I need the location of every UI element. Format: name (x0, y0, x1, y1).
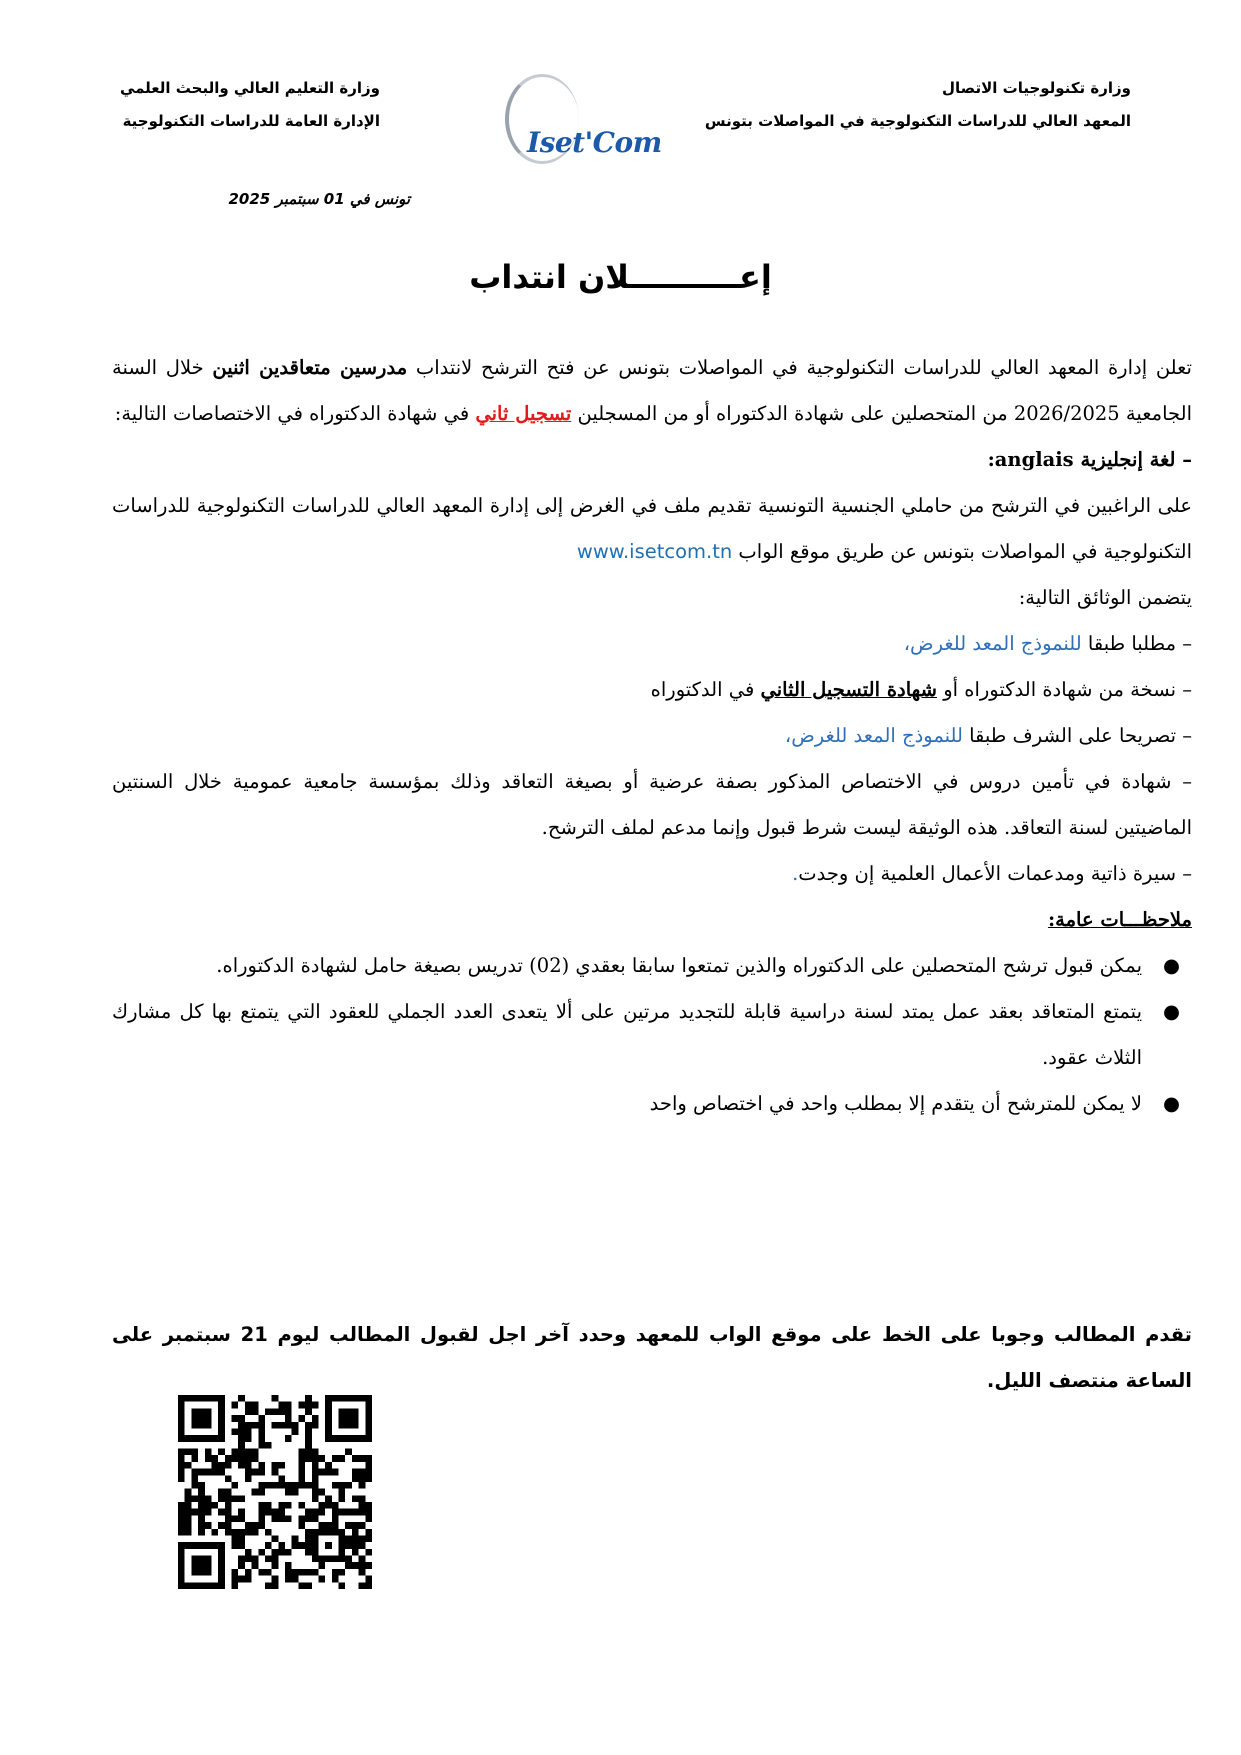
deadline-notice: تقدم المطالب وجوبا على الخط على موقع الواب للمعهد وحدد آخر اجل لقبول المطالب ليوم 21 سبتمبر على الساعة منتصف الليل. (112, 1323, 1192, 1392)
intro-paragraph (112, 345, 1192, 437)
logo-text: Iset'Com (527, 126, 662, 159)
document-item-cv (112, 851, 1192, 897)
document-date: تونس في 01 سبتمبر 2025 (228, 190, 410, 208)
notes-title: ملاحظـــات عامة: (1047, 908, 1192, 931)
document-item-request (112, 621, 1192, 667)
note-text-2: يتمتع المتعاقد بعقد عمل يمتد لسنة دراسية قابلة للتجديد مرتين على ألا يتعدى العدد الجملي للعقود التي يتمتع بها كل مشارك الثلاث عقود. (112, 1000, 1142, 1069)
bullet-icon: ● (1162, 954, 1180, 977)
intro-second-registration: تسجيل ثاني (475, 402, 572, 425)
doc2-registration-certificate: شهادة التسجيل الثاني (760, 678, 937, 701)
document-item-declaration (112, 713, 1192, 759)
note-text-3: لا يمكن للمترشح أن يتقدم إلا بمطلب واحد في اختصاص واحد (649, 1092, 1142, 1115)
intro-text-1: تعلن إدارة المعهد العالي للدراسات التكنولوجية في المواصلات بتونس عن فتح الترشح لانتداب (407, 356, 1192, 379)
header-ministry-right (701, 72, 1131, 138)
doc3-text: – تصريحا على الشرف طبقا (962, 724, 1192, 747)
document-item-certificate (112, 667, 1192, 713)
document-item-teaching-certificate: – شهادة في تأمين دروس في الاختصاص المذكور بصفة عرضية أو بصيغة التعاقد وذلك بمؤسسة جامعية عمومية خلال السنتين الماضيتين لسنة التعاقد. هذه الوثيقة ليست شرط قبول وإنما مدعم لملف الترشح. (112, 770, 1192, 839)
header-ministry-left (80, 72, 380, 138)
specialty-english: – لغة إنجليزية anglais: (987, 448, 1192, 471)
note-text-1: يمكن قبول ترشح المتحصلين على الدكتوراه والذين تمتعوا سابقا بعقدي (02) تدريس بصيغة حامل لشهادة الدكتوراه. (216, 954, 1142, 977)
intro-positions: مدرسين متعاقدين اثنين (212, 356, 408, 379)
application-text: على الراغبين في الترشح من حاملي الجنسية التونسية تقديم ملف في الغرض إلى إدارة المعهد العالي للدراسات التكنولوجية للدراسات التكنولوجية في المواصلات بتونس عن طريق موقع الواب (112, 494, 1192, 563)
bullet-icon: ● (1162, 1092, 1180, 1115)
document-title: إعــــــــــلان انتداب (469, 258, 772, 296)
isetcom-logo (495, 70, 665, 160)
intro-text-2: خلال السنة الجامعية 2026/2025 من المتحصلين على شهادة الدكتوراه أو من المسجلين (112, 356, 1192, 425)
note-item (112, 943, 1192, 989)
doc5-dot: . (792, 862, 799, 885)
doc5-text: – سيرة ذاتية ومدعمات الأعمال العلمية إن وجدت (798, 862, 1192, 885)
bullet-icon: ● (1162, 1000, 1180, 1023)
note-item (112, 1081, 1192, 1127)
doc2-text: – نسخة من شهادة الدكتوراه أو (937, 678, 1192, 701)
doc1-template-link[interactable]: للنموذج المعد للغرض، (903, 632, 1082, 655)
documents-intro: يتضمن الوثائق التالية: (1018, 586, 1192, 609)
intro-text-3: في شهادة الدكتوراه في الاختصاصات التالية: (114, 402, 476, 425)
header-left-line2: الإدارة العامة للدراسات التكنولوجية (122, 112, 380, 130)
header-left-line1: وزارة التعليم العالي والبحث العلمي (119, 79, 380, 97)
header-right-line1: وزارة تكنولوجيات الاتصال (942, 79, 1131, 97)
announcement-body (112, 345, 1192, 1127)
doc1-text: – مطلبا طبقا (1081, 632, 1192, 655)
doc2-suffix: في الدكتوراه (650, 678, 761, 701)
doc3-template-link[interactable]: للنموذج المعد للغرض، (784, 724, 963, 747)
note-item (112, 989, 1192, 1081)
application-paragraph (112, 483, 1192, 575)
website-link[interactable]: www.isetcom.tn (576, 540, 733, 563)
qr-code-icon[interactable] (178, 1395, 372, 1589)
header-right-line2: المعهد العالي للدراسات التكنولوجية في المواصلات بتونس (704, 112, 1131, 130)
